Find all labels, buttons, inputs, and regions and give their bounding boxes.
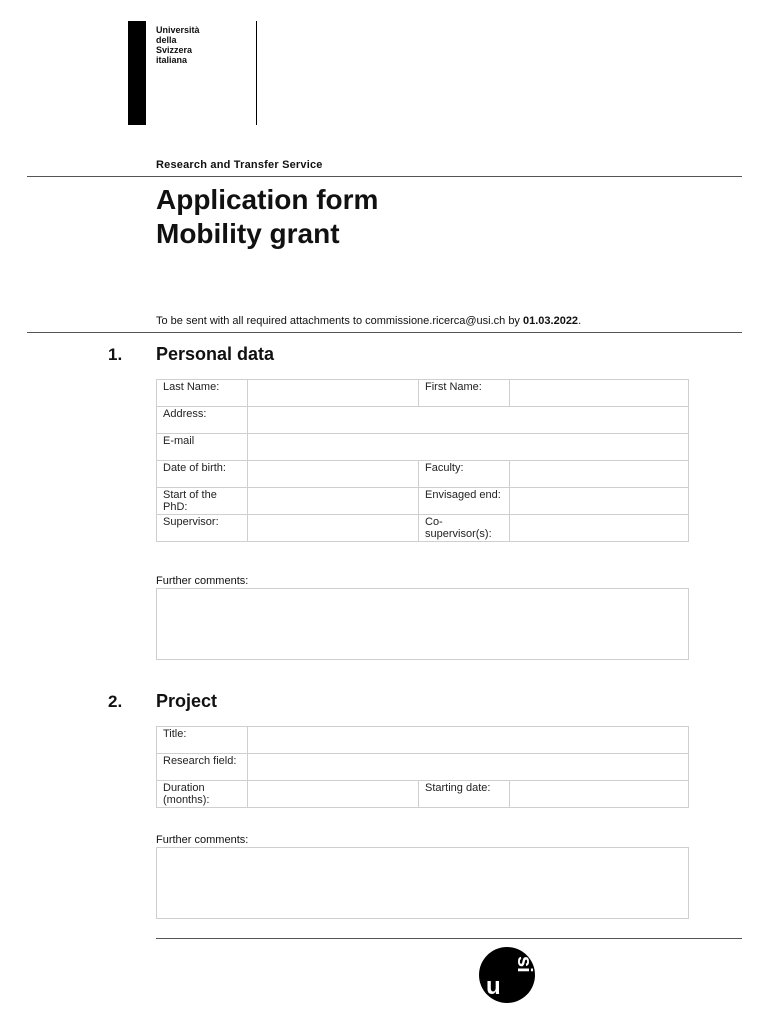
logo-bar — [128, 21, 146, 125]
table-row — [157, 515, 689, 542]
duration-label: Duration (months): — [157, 781, 248, 808]
dob-label: Date of birth: — [157, 461, 248, 488]
table-row — [157, 727, 689, 754]
logo-divider — [256, 21, 257, 125]
section-title-project: Project — [156, 691, 218, 711]
last-name-field[interactable] — [248, 380, 419, 407]
section-number: 1. — [108, 345, 123, 364]
start-phd-field[interactable] — [248, 488, 419, 515]
first-name-field[interactable] — [510, 380, 689, 407]
table-row — [157, 461, 689, 488]
university-logo-text — [156, 25, 246, 65]
further-comments-field[interactable] — [156, 847, 689, 919]
further-comments-label: Further comments: — [156, 834, 249, 846]
table-row — [157, 434, 689, 461]
svg-text:u: u — [486, 973, 501, 1000]
research-field-label: Research field: — [157, 754, 248, 781]
title-line-1: Application form — [156, 184, 379, 215]
start-phd-label: Start of the PhD: — [157, 488, 248, 515]
dob-field[interactable] — [248, 461, 419, 488]
further-comments-label: Further comments: — [156, 575, 249, 587]
supervisor-label: Supervisor: — [157, 515, 248, 542]
envisaged-end-label: Envisaged end: — [419, 488, 510, 515]
co-supervisor-label: Co-supervisor(s): — [419, 515, 510, 542]
logo-line: della — [156, 35, 177, 45]
envisaged-end-field[interactable] — [510, 488, 689, 515]
footer-rule — [156, 938, 742, 939]
address-label: Address: — [157, 407, 248, 434]
project-title-field[interactable] — [248, 727, 689, 754]
faculty-label: Faculty: — [419, 461, 510, 488]
table-row — [157, 754, 689, 781]
page-title — [156, 183, 378, 251]
table-row — [157, 781, 689, 808]
address-field[interactable] — [248, 407, 689, 434]
header-rule — [27, 176, 742, 177]
logo-line: italiana — [156, 55, 188, 65]
submission-notice — [156, 315, 581, 327]
svg-text:si: si — [513, 956, 535, 973]
service-name: Research and Transfer Service — [156, 159, 323, 171]
project-title-label: Title: — [157, 727, 248, 754]
usi-logo-icon — [478, 946, 536, 1004]
faculty-field[interactable] — [510, 461, 689, 488]
notice-rule — [27, 332, 742, 333]
table-row — [157, 407, 689, 434]
table-row — [157, 380, 689, 407]
email-label: E-mail — [157, 434, 248, 461]
table-row — [157, 488, 689, 515]
first-name-label: First Name: — [419, 380, 510, 407]
research-field-field[interactable] — [248, 754, 689, 781]
supervisor-field[interactable] — [248, 515, 419, 542]
co-supervisor-field[interactable] — [510, 515, 689, 542]
starting-date-label: Starting date: — [419, 781, 510, 808]
section-number: 2. — [108, 692, 123, 711]
deadline-date: 01.03.2022 — [523, 315, 579, 327]
logo-line: Svizzera — [156, 45, 193, 55]
email-field[interactable] — [248, 434, 689, 461]
personal-data-table — [156, 379, 689, 542]
last-name-label: Last Name: — [157, 380, 248, 407]
notice-suffix: . — [578, 315, 582, 327]
duration-field[interactable] — [248, 781, 419, 808]
project-table — [156, 726, 689, 808]
logo-line: Università — [156, 25, 200, 35]
notice-prefix: To be sent with all required attachments to commissione.ricerca@usi.ch by — [156, 315, 523, 327]
further-comments-field[interactable] — [156, 588, 689, 660]
section-title-personal-data: Personal data — [156, 344, 275, 364]
title-line-2: Mobility grant — [156, 218, 340, 249]
starting-date-field[interactable] — [510, 781, 689, 808]
